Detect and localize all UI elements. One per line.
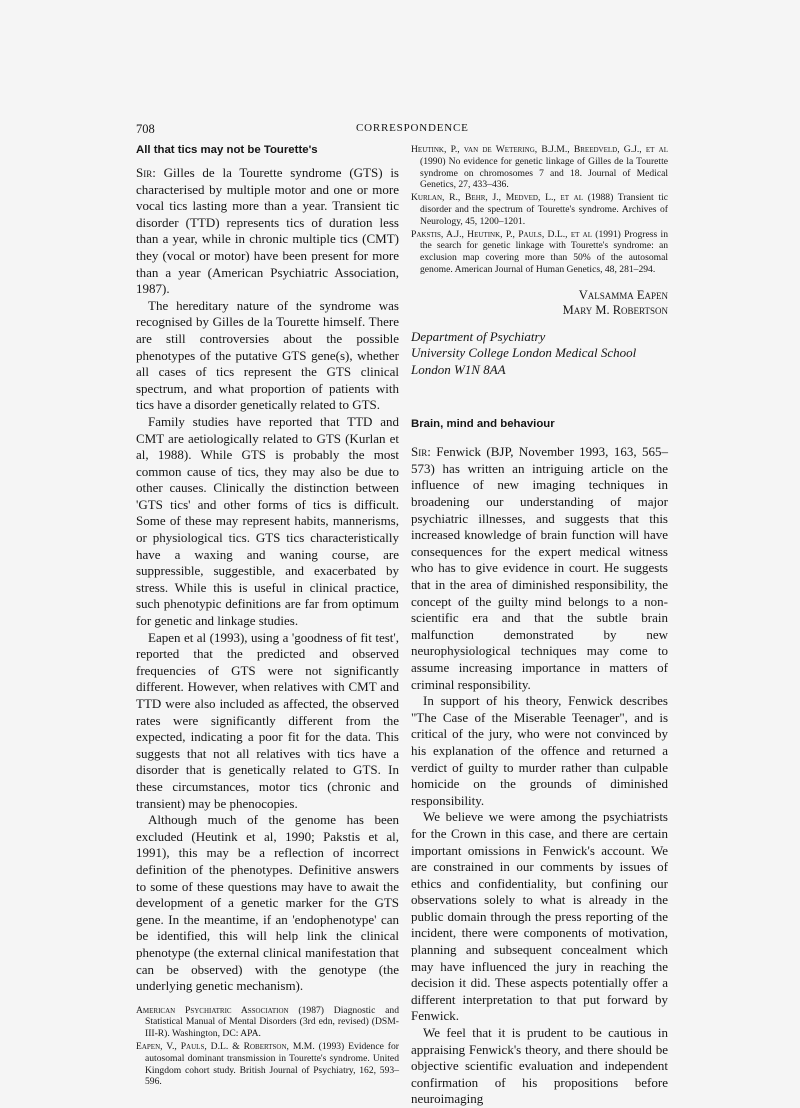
letter1-title: All that tics may not be Tourette's [136, 144, 318, 156]
running-head: CORRESPONDENCE [356, 122, 469, 134]
letter1-paragraph: Family studies have reported that TTD and CMT are aetiologically related to GTS (Kurlan et al, 1988). While GTS is probably the most common cause of tics, they may also be due to other causes. Clinically the distinction between 'GTS tics' and other forms of tics is difficult. Some of these may represent habits, mannerisms, or physiological tics. GTS tics characteristically have a waxing and waning course, are suppressible, suggestible, and exacerbated by stress. While this is useful in clinical practice, such phenotypic definitions are far from optimum for genetic and linkage studies. [136, 413, 399, 629]
reference-item: Heutink, P., van de Wetering, B.J.M., Breedveld, G.J., et al (1990) No evidence for genetic linkage of Gilles de la Tourette syndrome on chromosomes 7 and 18. Journal of Medical Genetics, 27, 433–436. [411, 144, 668, 191]
affiliation-line: Department of Psychiatry [411, 328, 546, 344]
letter1-paragraph: The hereditary nature of the syndrome was recognised by Gilles de la Tourette himself. There are still controversies about the possible phenotypes of the putative GTS gene(s), whether all cases of tics represent the GTS clinical spectrum, and what proportion of patients with tics have a disorder genetically related to GTS. [136, 297, 399, 413]
affiliation-line: London W1N 8AA [411, 361, 506, 377]
left-column [136, 144, 399, 1089]
letter2-title: Brain, mind and behaviour [411, 418, 555, 431]
reference-list-right [411, 144, 668, 276]
right-column [411, 144, 668, 1108]
letter1-paragraph: Sir: Gilles de la Tourette syndrome (GTS) is characterised by multiple motor and one or more vocal tics lasting more than a year. Transient tic disorder (TTD) represents tics of duration less than a year, while in chronic multiple tics (CMT) they (vocal or motor) have been present for more than a year (American Psychiatric Association, 1987). [136, 165, 399, 297]
signatures [411, 288, 668, 319]
letter2-paragraph: We feel that it is prudent to be cautious in appraising Fenwick's theory, and there should be objective scientific evaluation and independent confirmation of his propositions before neuroimaging [411, 1025, 668, 1107]
letter1-paragraph: Although much of the genome has been excluded (Heutink et al, 1990; Pakstis et al, 1991), this may be a reflection of incorrect definition of the phenotypes. Definitive answers to some of these questions may have to await the development of a genetic marker for the GTS gene. In the meantime, if an 'endophenotype' can be identified, this will help link the clinical phenotype (the external clinical manifestation that can be observed) with the genotype (the underlying genetic mechanism). [136, 812, 399, 994]
reference-item: American Psychiatric Association (1987) Diagnostic and Statistical Manual of Mental Disorders (3rd edn, revised) (DSM-III-R). Washington, DC: APA. [136, 1004, 399, 1040]
salutation: Sir: [411, 444, 431, 460]
reference-item: Kurlan, R., Behr, J., Medved, L., et al (1988) Transient tic disorder and the spectrum of Tourette's syndrome. Archives of Neurology, 45, 1200–1201. [411, 192, 668, 227]
reference-list-left [136, 1005, 399, 1089]
affiliation-line: University College London Medical School [411, 345, 637, 361]
letter2-paragraph: Sir: Fenwick (BJP, November 1993, 163, 565–573) has written an intriguing article on the influence of new imaging techniques in broadening our understanding of major psychiatric illnesses, and suggests that this increased knowledge of brain function will have consequences for the expert medical witness who has to give evidence in court. He suggests that in the area of diminished responsibility, the concept of the guilty mind belongs to a non-scientific era and that the subtle brain malfunction demonstrated by new neurophysiological techniques may come to assume increasing importance in matters of criminal responsibility. [411, 444, 668, 692]
letter2-paragraph: In support of his theory, Fenwick describes "The Case of the Miserable Teenager", and is critical of the jury, who were not convinced by his explanation of the offence and returned a verdict of guilty to murder rather than culpable homicide on the grounds of diminished responsibility. [411, 693, 668, 808]
affiliation [411, 329, 668, 379]
letter1-paragraph: Eapen et al (1993), using a 'goodness of fit test', reported that the predicted and observed frequencies of GTS were not significantly different. However, when relatives with CMT and TTD were also included as affected, the observed rates were significantly different from the expected, indicating a poor fit for the data. This suggests that not all relatives with tics have a disorder that is genetically related to GTS. In these circumstances, motor tics (chronic and transient) may be phenocopies. [136, 629, 399, 811]
page-number: 708 [136, 122, 155, 136]
signatory-name: Mary M. Robertson [562, 303, 668, 318]
salutation: Sir: [136, 165, 156, 180]
reference-item: Eapen, V., Pauls, D.L. & Robertson, M.M. (1993) Evidence for autosomal dominant transmission in Tourette's syndrome. United Kingdom cohort study. British Journal of Psychiatry, 162, 593–596. [136, 1041, 399, 1088]
reference-item: Pakstis, A.J., Heutink, P., Pauls, D.L., et al (1991) Progress in the search for genetic linkage with Tourette's syndrome: an exclusion map covering more than 50% of the autosomal genome. American Journal of Human Genetics, 48, 281–294. [411, 228, 668, 275]
letter2 [411, 418, 668, 1108]
letter2-paragraph: We believe we were among the psychiatrists for the Crown in this case, and there are certain important omissions in Fenwick's account. We are constrained in our comments by issues of ethics and confidentiality, but confining our observations solely to what is already in the public domain through the press reporting of the incident, there were components of motivation, planning and subsequent concealment which may have influenced the jury in reaching the decision it did. These aspects potentially offer a different interpretation to that put forward by Fenwick. [411, 809, 668, 1024]
signatory-name: Valsamma Eapen [578, 287, 668, 302]
